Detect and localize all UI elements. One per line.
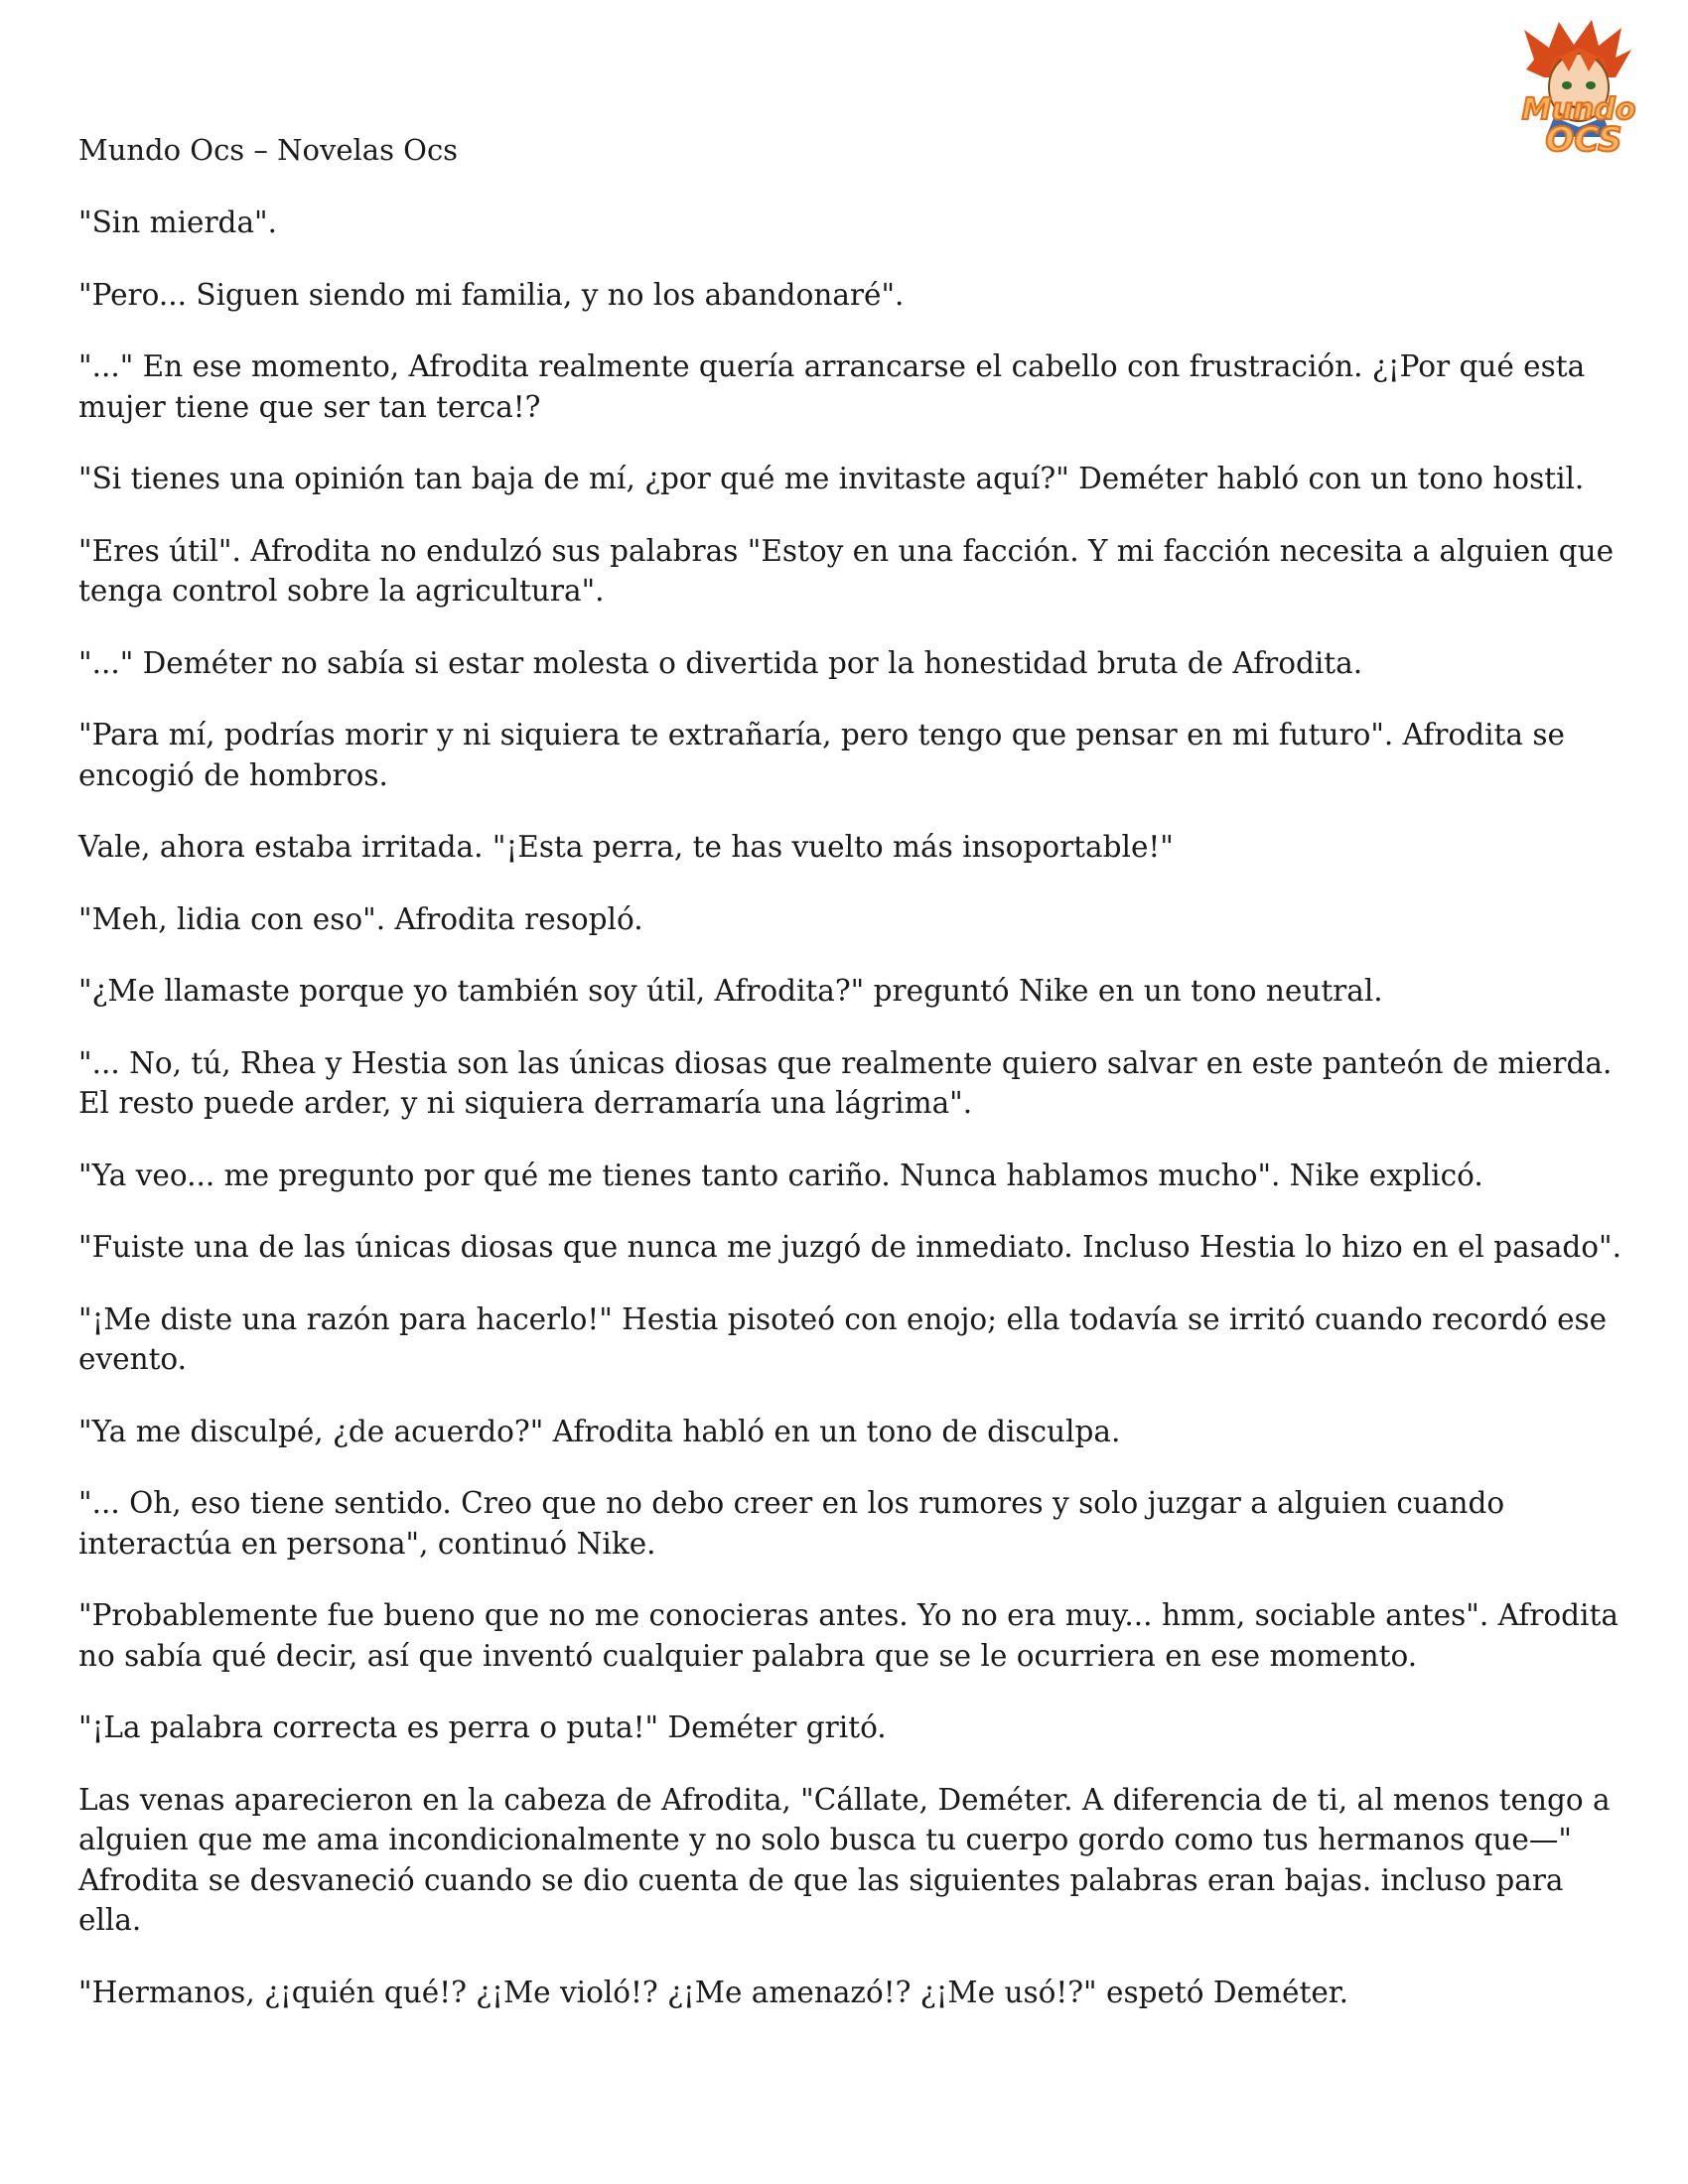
paragraph: "Si tienes una opinión tan baja de mí, ¿por qué me invitaste aquí?" Deméter habló con un tono hostil. (78, 462, 1585, 495)
paragraph: "Fuiste una de las únicas diosas que nunca me juzgó de inmediato. Incluso Hestia lo hizo en el pasado". (78, 1230, 1622, 1264)
paragraph: "Meh, lidia con eso". Afrodita resopló. (78, 901, 643, 936)
paragraph: "Sin mierda". (78, 205, 277, 239)
document-header: Mundo Ocs – Novelas Ocs (78, 133, 459, 167)
paragraph: "¿Me llamaste porque yo también soy útil, Afrodita?" preguntó Nike en un tono neutral. (78, 974, 1383, 1008)
paragraph: "¡Me diste una razón para hacerlo!" Hestia pisoteó con enojo; ella todavía se irritó cuando recordó ese evento. (78, 1301, 1608, 1376)
logo-text-mark (1504, 20, 1653, 169)
paragraph: "Ya me disculpé, ¿de acuerdo?" Afrodita habló en un tono de disculpa. (78, 1414, 1121, 1448)
paragraph: "Hermanos, ¿¡quién qué!? ¿¡Me violó!? ¿¡Me amenazó!? ¿¡Me usó!?" espetó Deméter. (78, 1975, 1349, 2009)
logo-text-line2: OCS (1545, 120, 1622, 160)
paragraph: "¡La palabra correcta es perra o puta!" Deméter gritó. (78, 1710, 887, 1744)
paragraph: "Ya veo... me pregunto por qué me tienes tanto cariño. Nunca hablamos mucho". Nike explicó. (78, 1158, 1483, 1192)
paragraph: Vale, ahora estaba irritada. "¡Esta perra, te has vuelto más insoportable!" (78, 830, 1174, 864)
paragraph: "Eres útil". Afrodita no endulzó sus palabras "Estoy en una facción. Y mi facción necesita a alguien que tenga control sobre la agricultura". (78, 533, 1615, 608)
paragraph: "Pero... Siguen siendo mi familia, y no los abandonaré". (78, 277, 905, 312)
document-body (78, 203, 1627, 2044)
mundo-ocs-logo (1504, 20, 1653, 169)
paragraph: "..." En ese momento, Afrodita realmente quería arrancarse el cabello con frustración. ¿¡Por qué esta mujer tiene que ser tan terca!? (78, 349, 1586, 424)
paragraph: "... Oh, eso tiene sentido. Creo que no debo creer en los rumores y solo juzgar a alguien cuando interactúa en persona", continuó Nike. (78, 1486, 1505, 1561)
paragraph: Las venas aparecieron en la cabeza de Afrodita, "Cállate, Deméter. A diferencia de ti, al menos tengo a alguien que me ama incondicionalmente y no solo busca tu cuerpo gordo como tus hermanos que—" Afrodita se desvaneció cuando se dio cuenta de que las siguientes palabras eran bajas. incluso para ella. (78, 1782, 1611, 1937)
paragraph: "..." Deméter no sabía si estar molesta o divertida por la honestidad bruta de Afrodita. (78, 645, 1363, 680)
logo-text-line1: Mundo (1521, 92, 1636, 127)
paragraph: "Para mí, podrías morir y ni siquiera te extrañaría, pero tengo que pensar en mi futuro". Afrodita se encogió de hombros. (78, 718, 1565, 792)
paragraph: "... No, tú, Rhea y Hestia son las únicas diosas que realmente quiero salvar en este panteón de mierda. El resto puede arder, y ni siquiera derramaría una lágrima". (78, 1045, 1613, 1120)
paragraph: "Probablemente fue bueno que no me conocieras antes. Yo no era muy... hmm, sociable antes". Afrodita no sabía qué decir, así que inventó cualquier palabra que se le ocurriera en ese momento. (78, 1598, 1618, 1673)
